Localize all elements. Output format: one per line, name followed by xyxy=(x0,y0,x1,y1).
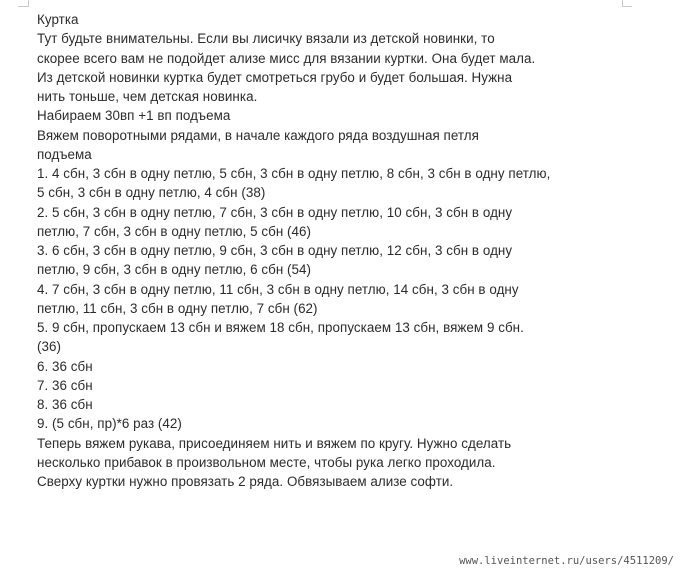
row-instruction: 7. 36 сбн xyxy=(37,377,93,393)
page-corner-mark xyxy=(622,0,623,7)
text-line: Теперь вяжем рукава, присоединяем нить и вяжем по кругу. Нужно сделать xyxy=(37,435,512,451)
text-line: Набираем 30вп +1 вп подъема xyxy=(37,108,231,124)
row-instruction: петлю, 11 сбн, 3 сбн в одну петлю, 7 сбн (62) xyxy=(37,300,318,316)
text-line: Вяжем поворотными рядами, в начале каждого ряда воздушная петля xyxy=(37,127,479,143)
row-instruction: 6. 36 сбн xyxy=(37,358,93,374)
row-instruction: петлю, 9 сбн, 3 сбн в одну петлю, 6 сбн (54) xyxy=(37,262,312,278)
row-instruction: 8. 36 сбн xyxy=(37,397,93,412)
row-instruction: 1. 4 сбн, 3 сбн в одну петлю, 5 сбн, 3 сбн в одну петлю, 8 сбн, 3 сбн в одну петлю, xyxy=(37,166,551,181)
document-text xyxy=(37,10,667,491)
row-instruction: 4. 7 сбн, 3 сбн в одну петлю, 11 сбн, 3 сбн в одну петлю, 14 сбн, 3 сбн в одну xyxy=(37,281,519,297)
row-instruction: (36) xyxy=(37,339,62,355)
row-instruction: 5 сбн, 3 сбн в одну петлю, 4 сбн (38) xyxy=(37,185,266,201)
page-corner-mark xyxy=(18,6,28,7)
text-line: Тут будьте внимательны. Если вы лисичку вязали из детской новинки, то xyxy=(37,31,495,47)
page-corner-mark xyxy=(28,0,29,7)
row-instruction: 5. 9 сбн, пропускаем 13 сбн и вяжем 18 сбн, пропускаем 13 сбн, вяжем 9 сбн. xyxy=(37,320,524,335)
text-line: несколько прибавок в произвольном месте, чтобы рука легко проходила. xyxy=(37,454,496,470)
watermark-url: www.liveinternet.ru/users/4511209/ xyxy=(459,555,674,567)
row-instruction: 2. 5 сбн, 3 сбн в одну петлю, 7 сбн, 3 сбн в одну петлю, 10 сбн, 3 сбн в одну xyxy=(37,204,513,220)
text-line: нить тоньше, чем детская новинка. xyxy=(37,89,258,104)
text-line: подъема xyxy=(37,146,92,162)
page-corner-mark xyxy=(622,6,632,7)
text-line: Из детской новинки куртка будет смотреться грубо и будет большая. Нужна xyxy=(37,69,513,85)
row-instruction: 9. (5 сбн, пр)*6 раз (42) xyxy=(37,416,182,432)
row-instruction: петлю, 7 сбн, 3 сбн в одну петлю, 5 сбн (46) xyxy=(37,223,312,239)
text-line: Сверху куртки нужно провязать 2 ряда. Обвязываем ализе софти. xyxy=(37,474,454,489)
document-title: Куртка xyxy=(37,12,79,27)
row-instruction: 3. 6 сбн, 3 сбн в одну петлю, 9 сбн, 3 сбн в одну петлю, 12 сбн, 3 сбн в одну xyxy=(37,243,513,258)
text-line: скорее всего вам не подойдет ализе мисс для вязании куртки. Она будет мала. xyxy=(37,50,536,66)
